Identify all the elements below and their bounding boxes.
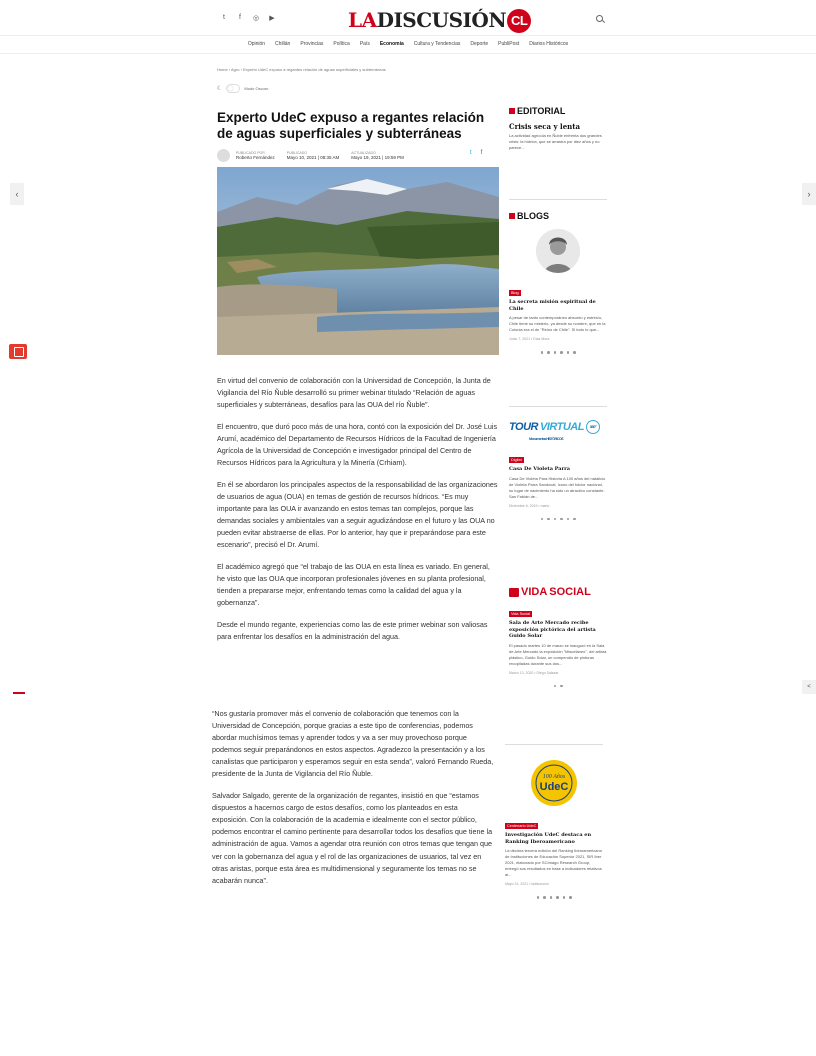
vida-logo-b: SOCIAL (549, 586, 591, 598)
udec-years-text: 100 Años (542, 774, 566, 780)
tour-logo-a: TOUR (509, 421, 538, 433)
top-bar (0, 0, 816, 36)
nav-item-deporte[interactable]: Deporte (470, 41, 489, 47)
main-nav (0, 36, 816, 54)
blog-excerpt: A pesar de tanto contemporáneo absurdo y estrés/o, Chile tiene su misterio, ya desde su nombre, que en la Colonia era el de "Reino de Chile". Si todo lo que... (509, 315, 606, 332)
vida-tag[interactable]: Vida Social (511, 612, 530, 616)
blog-tag[interactable]: Blog (511, 291, 519, 295)
accessibility-widget-icon[interactable] (9, 344, 27, 359)
divider (505, 744, 603, 745)
logo-cl: CL (507, 9, 531, 33)
editorial-excerpt: La actividad agrícola en Ñuble enfrenta dos grandes crisis: la hídrica, que se arrastra por diez años y no parece... (509, 133, 602, 150)
dark-mode-toggle[interactable] (226, 84, 240, 93)
vida-social-widget (509, 586, 607, 687)
blog-carousel-dots[interactable] (509, 351, 607, 354)
vida-social-logo[interactable] (509, 586, 607, 598)
article-paragraph: El académico agregó que “el trabajo de las OUA en esta línea es variado. En general, he visto que las OUA que incorporan profesionales jóvenes en su planta profesional, tienden a prepararse mejor, enfrentando temas como la calidad del agua y la gobernanza”. (217, 561, 490, 607)
moon-icon: ☾ (217, 86, 223, 92)
tour-post-title[interactable]: Casa De Violeta Parra (509, 466, 571, 472)
updated-date: Mayo 19, 2021 | 19:59 PM (351, 154, 404, 160)
udec-post-title[interactable]: Investigación UdeC destaca en Ranking Iberoamericano (505, 832, 592, 845)
tour-virtual-widget (509, 420, 607, 520)
twitter-icon[interactable]: t (223, 14, 225, 21)
blog-author-photo[interactable] (536, 229, 580, 273)
udec-excerpt: La décima tercera edición del Ranking Iberoamericano de Instituciones de Educación Superior 2021, SIR Iber 2021, elaborado por SCImago Research Group, entregó sus resultados en base a indicadores relativos al... (505, 848, 602, 877)
instagram-icon[interactable]: ◎ (252, 15, 260, 22)
udec-tag[interactable]: Centenario UdeC (507, 824, 537, 828)
meta-published (287, 151, 339, 160)
article-paragraph: Desde el mundo regante, experiencias como las de este primer webinar son valiosas para enfrentar los desafíos en la administración del agua. (217, 619, 488, 641)
person-portrait-icon (536, 229, 580, 273)
meta-label: PUBLICADO POR (236, 150, 265, 155)
article-paragraph: “Nos gustaría promover más el convenio de colaboración que tenemos con la Universidad de Concepción, porque gracias a este tipo de conferencias, podemos abordar muchísimos temas y aprender todos y va a ser muy provechoso porque podemos seguir preparándonos en estos aspectos. Agradezco la presentación y a los canalistas que participaron y esperamos seguir en esta senda”, valoró Fernando Rueda, presidente de la Junta de Vigilancia del Río Ñuble. (212, 709, 494, 779)
editorial-icon (509, 108, 515, 114)
facebook-icon[interactable]: f (239, 14, 241, 21)
editorial-heading (509, 106, 607, 116)
nav-item-diarios[interactable]: Diarios Históricos (529, 41, 569, 47)
tour-meta: Diciembre 6, 2019 • mario (509, 503, 550, 508)
article-paragraph: El encuentro, que duró poco más de una hora, contó con la exposición del Dr. José Luis Arumí, académico del Departamento de Recursos Hídricos de la Facultad de Ingeniería Agrícola de la Universidad de Concepción e investigador principal del Centro de Recursos Hídricos para la Agricultura y la Minería (Crhiam). (217, 421, 498, 468)
vida-meta: Marzo 13, 2020 • Diego Salazar (509, 670, 559, 675)
blog-meta: Junio 7, 2021 • Díaz Mora (509, 337, 550, 341)
editorial-section-title: EDITORIAL (517, 106, 566, 116)
blogs-heading (509, 211, 607, 221)
meta-label: PUBLICADO (286, 150, 308, 155)
blogs-section-title: BLOGS (517, 211, 550, 221)
divider (509, 406, 607, 407)
tour-virtual-logo[interactable] (509, 420, 607, 441)
vida-social-icon (509, 588, 519, 597)
nav-item-cultura[interactable]: Cultura y Tendencias (413, 41, 461, 47)
udec-seal-icon (531, 760, 577, 806)
tour-logo-sub: Monumentos HISTÓRICOS (529, 437, 564, 441)
logo-la: LA (348, 8, 377, 32)
vida-carousel-dots[interactable] (509, 685, 607, 688)
meta-updated (351, 151, 404, 160)
vida-excerpt: El pasado martes 10 de marzo se inauguró en la Sala de Arte Mercado la exposición "Misceláneo", del artista plástico, Guido Solar, un compendio de pinturas recopiladas durante sus dos... (509, 642, 607, 666)
share-buttons (470, 150, 482, 156)
prev-article-button[interactable] (10, 183, 24, 205)
divider (509, 199, 607, 200)
vida-logo-a: VIDA (521, 586, 548, 598)
blog-post-title[interactable]: La secreta misión espiritual de Chile (509, 299, 596, 312)
dark-mode-label: Modo Oscuro (244, 86, 269, 91)
360-badge-icon: 360° (586, 420, 600, 434)
article-paragraph: En él se abordaron los principales aspectos de la responsabilidad de las organizaciones de usuarios de agua (OUA) en temas de gestión de recursos hídricos. “Es muy importante para las OUA ir avanzando en estos temas tan complejos, porque las demandas sociales y ambientales van a seguir agudizándose en el futuro y las OUA no pueden evitar abstraerse de ellas. Por lo anterior, hay que ir preparándose para este escenario”, precisó el Dr. Arumí. (217, 479, 498, 550)
youtube-icon[interactable]: ▶ (269, 15, 275, 22)
nav-item-pais[interactable]: País (359, 41, 370, 47)
chevron-left-icon: ‹ (15, 189, 19, 199)
chevron-right-icon: › (807, 189, 811, 199)
social-links (220, 14, 276, 22)
hero-image (217, 167, 499, 355)
vida-post-title[interactable]: Sala de Arte Mercado recibe exposición pictórica del artista Guido Solar (509, 620, 596, 639)
article-paragraph: En virtud del convenio de colaboración con la Universidad de Concepción, la Junta de Vigilancia del Río Ñuble desarrolló su primer webinar titulado “Relación de aguas superficiales y subterráneas, desafíos para las OUA del río Ñuble”. (217, 376, 491, 410)
article-body-bottom (212, 708, 494, 896)
udec-name-text: UdeC (539, 781, 569, 793)
blogs-widget (509, 211, 607, 354)
logo-discusion: DISCUSIÓN (376, 8, 507, 32)
breadcrumb[interactable]: Home › Agro › Experto UdeC expuso a regantes relación de aguas superficiales y subterráneas (217, 67, 386, 72)
nav-item-chillan[interactable]: Chillán (275, 41, 291, 47)
udec-carousel-dots[interactable] (505, 896, 603, 899)
next-article-button[interactable] (802, 183, 816, 205)
tour-excerpt: Casa De Violeta Para Historia A 100 años del natalicio de Violeta Parra Sandoval, ícono del folclor nacional, su lugar de nacimiento ha sido un atractivo constante. San Fabián de... (509, 475, 606, 499)
nav-item-politica[interactable]: Política (333, 41, 350, 47)
dark-mode-switch[interactable] (217, 84, 268, 93)
search-icon[interactable] (596, 15, 603, 22)
blogs-icon (509, 213, 515, 219)
article-body-top (217, 375, 499, 652)
share-icon[interactable]: < (802, 680, 816, 694)
meta-author (236, 151, 275, 160)
editorial-post-title[interactable]: Crisis seca y lenta (509, 122, 581, 131)
udec-100-years-logo[interactable] (531, 760, 577, 806)
nav-item-economia[interactable]: Economía (379, 41, 404, 47)
site-logo[interactable] (348, 8, 531, 33)
article-meta (217, 145, 497, 165)
nav-item-opinion[interactable]: Opinión (247, 41, 266, 47)
river-landscape-image (217, 167, 499, 355)
udec-widget (505, 760, 603, 899)
article-title: Experto UdeC expuso a regantes relación de aguas superficiales y subterráneas (217, 110, 485, 141)
published-date: Mayo 10, 2021 | 08:35 AM (286, 154, 340, 160)
share-facebook-icon[interactable]: f (480, 150, 483, 156)
author-avatar[interactable] (217, 149, 230, 162)
tour-logo-b: VIRTUAL (539, 421, 584, 433)
nav-item-publipost[interactable]: PubliPost (498, 41, 520, 47)
editorial-widget (509, 106, 607, 151)
udec-meta: Mayo 31, 2021 • ladiscusion (505, 882, 549, 886)
article-paragraph: Salvador Salgado, gerente de la organización de regantes, insistió en que “estamos dispuestos a hacernos cargo de estos desafíos, como los planteados en esta exposición. Con la colaboración de la academia e idealmente con el sector público, podemos encontrar el camino pertinente para desarrollar todos los desafíos que tiene la administración de agua. Vamos a agendar otra reunión con otros temas que tengan que ver con la gobernanza del agua y el rol de las organizaciones de usuarios, tal vez en otras aristas, porque esta área es multidimensional y seguramente los temas no se acabarán nunca”. (212, 791, 493, 885)
meta-label: ACTUALIZADO (351, 150, 376, 155)
tour-tag[interactable]: Digital (511, 458, 522, 462)
progress-marker (13, 692, 25, 694)
share-twitter-icon[interactable]: t (470, 150, 472, 156)
nav-item-provincias[interactable]: Provincias (300, 41, 324, 47)
tour-carousel-dots[interactable] (509, 518, 607, 521)
author-name[interactable]: Roberto Fernández (236, 154, 275, 160)
